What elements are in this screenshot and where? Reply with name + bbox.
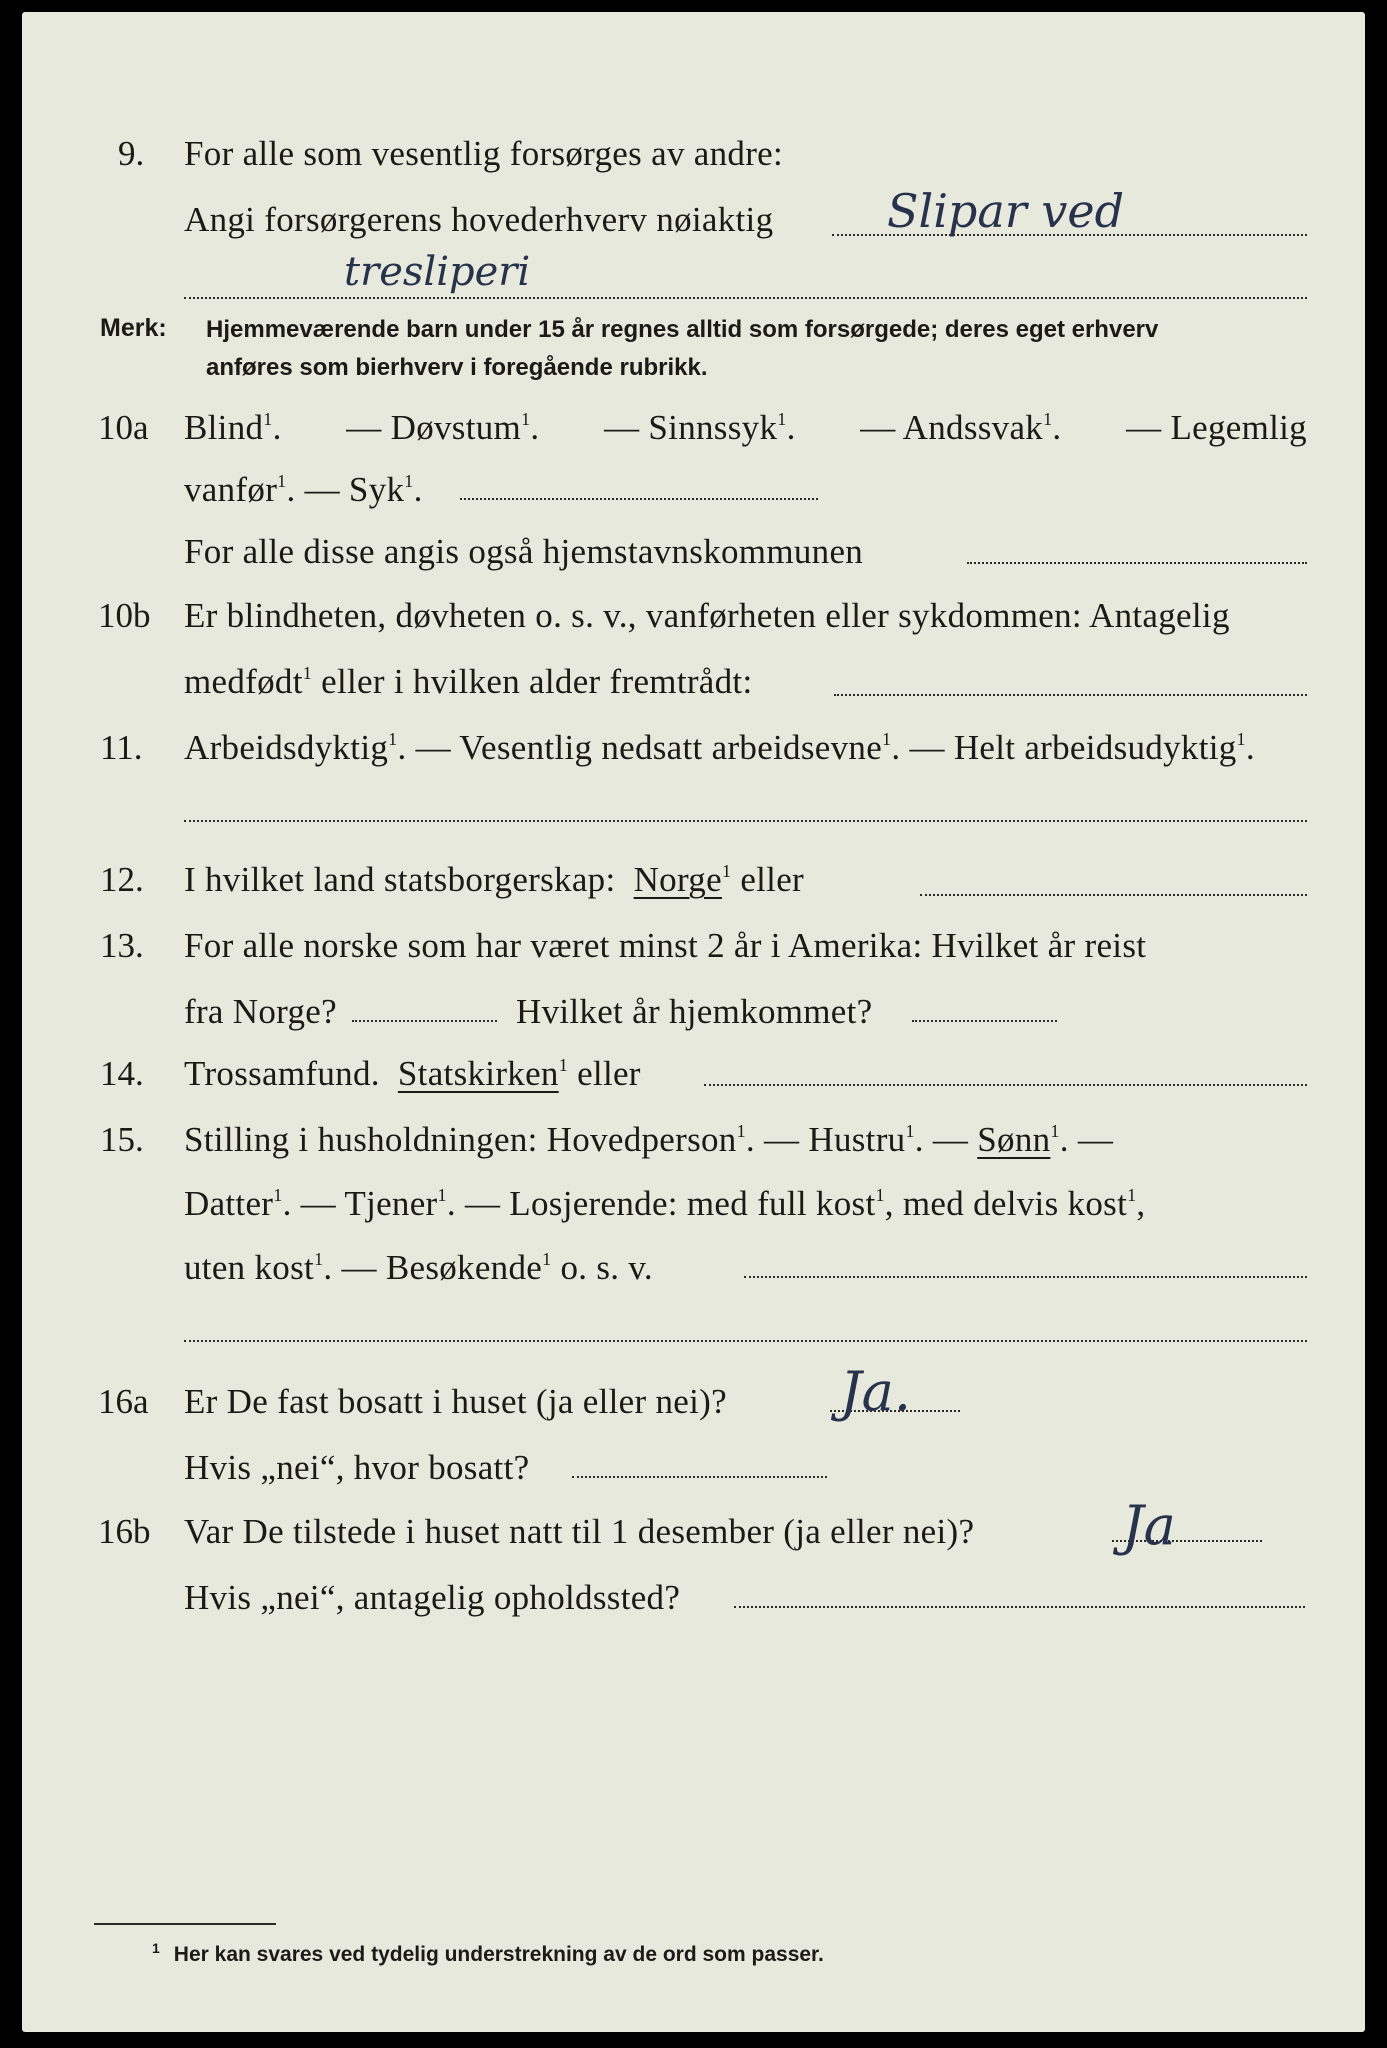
q13-answer-line-1 bbox=[352, 1020, 497, 1022]
merk-line-2: anføres som bierhverv i foregående rubrikk. bbox=[206, 354, 708, 381]
merk-label: Merk: bbox=[100, 314, 167, 342]
q14-number: 14. bbox=[100, 1054, 144, 1093]
footnote bbox=[152, 1940, 824, 1967]
footnote-divider bbox=[94, 1923, 276, 1925]
q9-prompt: Angi forsørgerens hovederhverv nøiaktig bbox=[184, 200, 774, 239]
q14-answer-line bbox=[704, 1084, 1307, 1086]
q15-answer-line-2 bbox=[184, 1340, 1307, 1342]
q10a-option-legemlig: — Legemlig bbox=[1126, 408, 1307, 447]
q9-number: 9. bbox=[118, 134, 145, 173]
q11-options: Arbeidsdyktig$^1$. — Vesentlig nedsatt arbeidsevne$^1$. — Helt arbeidsudyktig$^1$. bbox=[184, 728, 1255, 767]
census-form-page bbox=[22, 12, 1365, 2032]
q16b-question: Var De tilstede i huset natt til 1 desember (ja eller nei)? bbox=[184, 1512, 975, 1551]
footnote-text: Her kan svares ved tydelig understrekning av de ord som passer. bbox=[173, 1943, 824, 1966]
q13-number: 13. bbox=[100, 926, 144, 965]
q12-question: I hvilket land statsborgerskap: Norge$^1$ eller bbox=[184, 860, 805, 899]
q10a-line-2: vanfør$^1$. — Syk$^1$. bbox=[184, 470, 423, 509]
q10b-line-2: medfødt$^1$ eller i hvilken alder fremtrådt: bbox=[184, 662, 753, 701]
q16a-handwritten-answer: Ja. bbox=[840, 1360, 912, 1423]
q16a-question: Er De fast bosatt i huset (ja eller nei)? bbox=[184, 1382, 727, 1421]
q15-answer-line-1 bbox=[744, 1276, 1307, 1278]
q13-line-2b: Hvilket år hjemkommet? bbox=[516, 992, 873, 1031]
q15-number: 15. bbox=[100, 1120, 144, 1159]
q9-handwritten-answer-1: Slipar ved bbox=[887, 184, 1125, 238]
q10b-answer-line bbox=[834, 694, 1307, 696]
q10b-number: 10b bbox=[98, 596, 151, 635]
q10a-conditions bbox=[184, 408, 1307, 448]
q14-question: Trossamfund. Statskirken$^1$ eller bbox=[184, 1054, 641, 1093]
q9-question: For alle som vesentlig forsørges av andre: bbox=[184, 134, 784, 173]
q12-answer-line bbox=[920, 894, 1307, 896]
q15-option-sonn: Sønn bbox=[977, 1120, 1051, 1159]
q9-handwritten-answer-2: tresliperi bbox=[344, 249, 531, 295]
q10a-option-blind: Blind$^1$. bbox=[184, 408, 282, 447]
merk-line-1: Hjemmeværende barn under 15 år regnes alltid som forsørgede; deres eget erhverv bbox=[206, 316, 1159, 343]
q16a-answer-line-2 bbox=[572, 1476, 827, 1478]
q16b-number: 16b bbox=[98, 1512, 151, 1551]
q13-answer-line-2 bbox=[912, 1020, 1057, 1022]
q10b-line-1: Er blindheten, døvheten o. s. v., vanførheten eller sykdommen: Antagelig bbox=[184, 596, 1230, 635]
q13-line-2a: fra Norge? bbox=[184, 992, 337, 1031]
q10a-answer-line-1 bbox=[460, 498, 818, 500]
q13-line-1: For alle norske som har været minst 2 år i Amerika: Hvilket år reist bbox=[184, 926, 1147, 965]
footnote-mark: 1 bbox=[152, 1940, 160, 1956]
q12-option-norge: Norge bbox=[633, 860, 722, 899]
q10a-option-andssvak: — Andssvak$^1$. bbox=[860, 408, 1062, 447]
q16a-followup: Hvis „nei“, hvor bosatt? bbox=[184, 1448, 530, 1487]
q14-option-statskirken: Statskirken bbox=[397, 1054, 559, 1093]
q16a-number: 16a bbox=[98, 1382, 149, 1421]
q10a-number: 10a bbox=[98, 408, 149, 447]
q11-answer-line bbox=[184, 820, 1307, 822]
q10a-option-sinnssyk: — Sinnssyk$^1$. bbox=[604, 408, 796, 447]
q16b-answer-line-2 bbox=[734, 1606, 1305, 1608]
q15-line-2: Datter$^1$. — Tjener$^1$. — Losjerende: med full kost$^1$, med delvis kost$^1$, bbox=[184, 1184, 1146, 1223]
q9-answer-line-2 bbox=[184, 297, 1307, 299]
q10a-line-3: For alle disse angis også hjemstavnskommunen bbox=[184, 532, 864, 571]
q16b-handwritten-answer: Ja bbox=[1122, 1494, 1176, 1557]
q10a-answer-line-2 bbox=[967, 562, 1307, 564]
q16b-followup: Hvis „nei“, antagelig opholdssted? bbox=[184, 1578, 681, 1617]
q15-line-3: uten kost$^1$. — Besøkende$^1$ o. s. v. bbox=[184, 1248, 653, 1287]
q15-line-1: Stilling i husholdningen: Hovedperson$^1$. — Hustru$^1$. — Sønn$^1$. — bbox=[184, 1120, 1114, 1159]
q11-number: 11. bbox=[100, 728, 143, 767]
q10a-option-dovstum: — Døvstum$^1$. bbox=[346, 408, 540, 447]
q12-number: 12. bbox=[100, 860, 144, 899]
